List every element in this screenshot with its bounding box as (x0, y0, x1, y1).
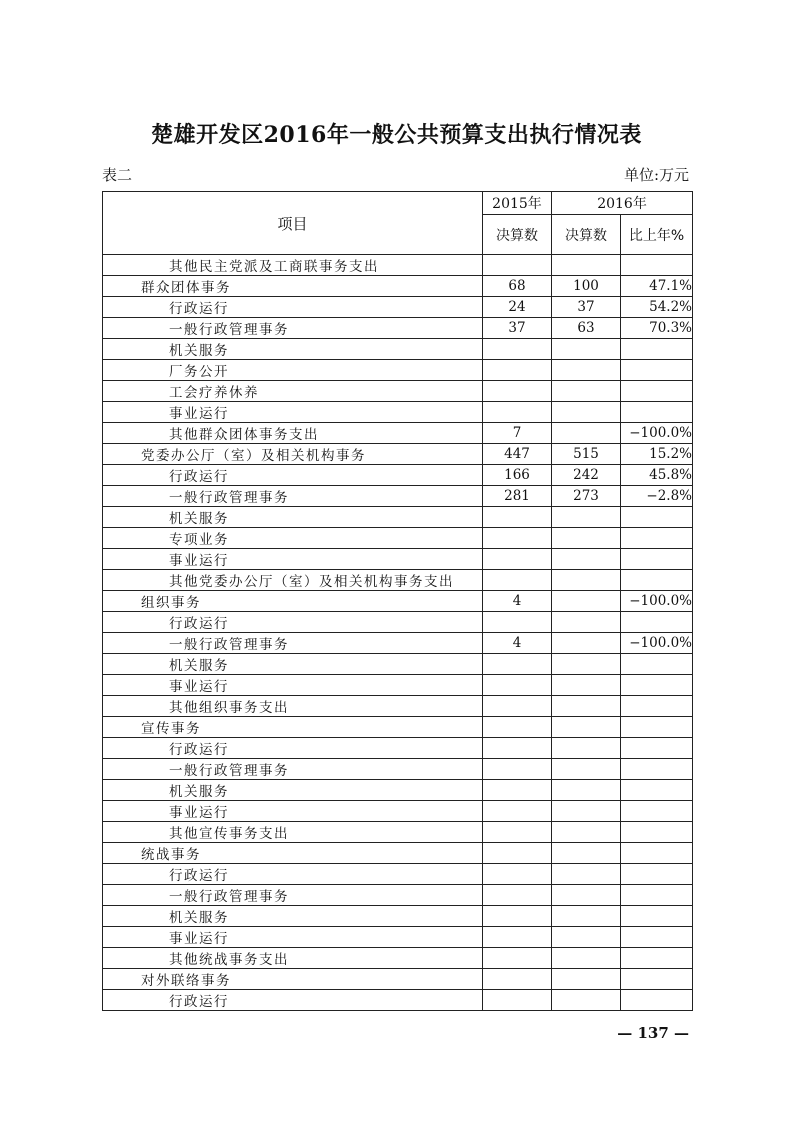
table-body (103, 255, 693, 1011)
header-vs-last-year: 比上年% (621, 215, 693, 255)
row-item-name: 其他组织事务支出 (103, 696, 483, 717)
row-value-2015 (483, 990, 552, 1011)
row-pct-change (621, 339, 693, 360)
row-pct-change (621, 717, 693, 738)
row-pct-change: 45.8% (621, 465, 693, 486)
row-pct-change: 15.2% (621, 444, 693, 465)
table-row (103, 591, 693, 612)
row-pct-change (621, 948, 693, 969)
row-value-2015 (483, 759, 552, 780)
row-pct-change (621, 696, 693, 717)
row-value-2015: 447 (483, 444, 552, 465)
row-value-2015 (483, 927, 552, 948)
row-value-2016 (552, 969, 621, 990)
row-value-2016 (552, 360, 621, 381)
row-value-2015 (483, 360, 552, 381)
row-value-2015 (483, 969, 552, 990)
row-value-2015: 7 (483, 423, 552, 444)
row-value-2016 (552, 822, 621, 843)
row-pct-change (621, 612, 693, 633)
row-value-2015 (483, 717, 552, 738)
row-pct-change (621, 507, 693, 528)
row-value-2015: 166 (483, 465, 552, 486)
row-value-2016 (552, 864, 621, 885)
row-pct-change (621, 843, 693, 864)
table-row (103, 864, 693, 885)
row-value-2015 (483, 339, 552, 360)
table-row (103, 444, 693, 465)
row-item-name: 其他民主党派及工商联事务支出 (103, 255, 483, 276)
row-pct-change (621, 759, 693, 780)
header-final-2016: 决算数 (552, 215, 621, 255)
row-value-2016 (552, 696, 621, 717)
row-value-2016 (552, 759, 621, 780)
row-item-name: 机关服务 (103, 906, 483, 927)
row-pct-change: 54.2% (621, 297, 693, 318)
row-value-2016 (552, 738, 621, 759)
table-row (103, 255, 693, 276)
row-value-2015: 68 (483, 276, 552, 297)
row-value-2015 (483, 654, 552, 675)
row-pct-change: −100.0% (621, 633, 693, 654)
row-item-name: 行政运行 (103, 612, 483, 633)
row-value-2016: 242 (552, 465, 621, 486)
row-item-name: 统战事务 (103, 843, 483, 864)
row-value-2016 (552, 339, 621, 360)
row-item-name: 机关服务 (103, 654, 483, 675)
row-value-2016 (552, 633, 621, 654)
expenditure-table (102, 191, 693, 1011)
row-value-2016 (552, 780, 621, 801)
row-value-2015: 4 (483, 591, 552, 612)
row-value-2016 (552, 528, 621, 549)
header-final-2015: 决算数 (483, 215, 552, 255)
row-item-name: 事业运行 (103, 549, 483, 570)
row-item-name: 一般行政管理事务 (103, 486, 483, 507)
row-value-2015 (483, 906, 552, 927)
table-row (103, 423, 693, 444)
row-value-2016 (552, 906, 621, 927)
row-pct-change (621, 654, 693, 675)
row-value-2015 (483, 738, 552, 759)
table-row (103, 780, 693, 801)
row-value-2016 (552, 549, 621, 570)
table-row (103, 822, 693, 843)
table-row (103, 738, 693, 759)
table-row (103, 402, 693, 423)
row-value-2015 (483, 402, 552, 423)
row-item-name: 一般行政管理事务 (103, 318, 483, 339)
table-row (103, 486, 693, 507)
row-pct-change (621, 780, 693, 801)
row-value-2015: 4 (483, 633, 552, 654)
row-item-name: 党委办公厅（室）及相关机构事务 (103, 444, 483, 465)
row-value-2015 (483, 801, 552, 822)
table-row (103, 990, 693, 1011)
table-row (103, 318, 693, 339)
row-value-2015 (483, 696, 552, 717)
row-item-name: 行政运行 (103, 990, 483, 1011)
row-item-name: 行政运行 (103, 864, 483, 885)
row-value-2015 (483, 822, 552, 843)
row-value-2016: 515 (552, 444, 621, 465)
row-item-name: 事业运行 (103, 801, 483, 822)
table-row (103, 570, 693, 591)
row-item-name: 宣传事务 (103, 717, 483, 738)
table-row (103, 906, 693, 927)
table-row (103, 549, 693, 570)
row-item-name: 行政运行 (103, 465, 483, 486)
row-item-name: 厂务公开 (103, 360, 483, 381)
row-item-name: 机关服务 (103, 780, 483, 801)
row-pct-change (621, 570, 693, 591)
row-item-name: 对外联络事务 (103, 969, 483, 990)
page-title: 楚雄开发区2016年一般公共预算支出执行情况表 (151, 122, 642, 148)
row-value-2015 (483, 381, 552, 402)
row-item-name: 行政运行 (103, 738, 483, 759)
row-pct-change (621, 927, 693, 948)
row-item-name: 其他宣传事务支出 (103, 822, 483, 843)
row-value-2016 (552, 885, 621, 906)
row-pct-change (621, 402, 693, 423)
row-pct-change (621, 528, 693, 549)
row-value-2015 (483, 885, 552, 906)
header-year-2016: 2016年 (552, 192, 693, 215)
row-item-name: 其他党委办公厅（室）及相关机构事务支出 (103, 570, 483, 591)
row-value-2016: 100 (552, 276, 621, 297)
row-pct-change (621, 381, 693, 402)
row-value-2016 (552, 927, 621, 948)
table-row (103, 633, 693, 654)
row-pct-change (621, 801, 693, 822)
table-row (103, 339, 693, 360)
table-row (103, 759, 693, 780)
row-pct-change: −100.0% (621, 423, 693, 444)
row-pct-change (621, 864, 693, 885)
row-pct-change (621, 822, 693, 843)
row-pct-change (621, 675, 693, 696)
table-row (103, 465, 693, 486)
row-value-2015 (483, 612, 552, 633)
page-number: — 137 — (617, 1024, 689, 1042)
row-value-2016 (552, 654, 621, 675)
header-year-2015: 2015年 (483, 192, 552, 215)
row-value-2016 (552, 423, 621, 444)
row-value-2015 (483, 864, 552, 885)
row-value-2016 (552, 990, 621, 1011)
table-row (103, 360, 693, 381)
row-value-2016: 63 (552, 318, 621, 339)
row-item-name: 其他统战事务支出 (103, 948, 483, 969)
table-row (103, 696, 693, 717)
row-value-2016 (552, 255, 621, 276)
unit-label: 单位:万元 (623, 166, 689, 184)
row-pct-change (621, 969, 693, 990)
row-value-2015 (483, 843, 552, 864)
row-pct-change (621, 885, 693, 906)
row-item-name: 事业运行 (103, 675, 483, 696)
row-value-2015 (483, 507, 552, 528)
row-value-2016 (552, 570, 621, 591)
row-value-2016 (552, 948, 621, 969)
table-row (103, 507, 693, 528)
row-value-2016 (552, 612, 621, 633)
row-pct-change (621, 906, 693, 927)
row-item-name: 事业运行 (103, 927, 483, 948)
row-pct-change (621, 360, 693, 381)
row-pct-change (621, 990, 693, 1011)
row-value-2015: 24 (483, 297, 552, 318)
row-item-name: 组织事务 (103, 591, 483, 612)
row-value-2015 (483, 948, 552, 969)
row-pct-change (621, 255, 693, 276)
row-value-2015: 281 (483, 486, 552, 507)
table-row (103, 276, 693, 297)
table-row (103, 612, 693, 633)
row-value-2016 (552, 843, 621, 864)
row-pct-change (621, 549, 693, 570)
row-value-2016: 273 (552, 486, 621, 507)
table-row (103, 654, 693, 675)
row-value-2015 (483, 675, 552, 696)
table-row (103, 948, 693, 969)
row-item-name: 一般行政管理事务 (103, 759, 483, 780)
table-row (103, 297, 693, 318)
row-value-2016 (552, 675, 621, 696)
row-item-name: 机关服务 (103, 339, 483, 360)
row-value-2015 (483, 780, 552, 801)
row-value-2015 (483, 528, 552, 549)
row-item-name: 工会疗养休养 (103, 381, 483, 402)
row-pct-change (621, 738, 693, 759)
table-row (103, 675, 693, 696)
table-row (103, 927, 693, 948)
table-row (103, 717, 693, 738)
row-item-name: 其他群众团体事务支出 (103, 423, 483, 444)
header-item: 项目 (103, 192, 483, 255)
table-label: 表二 (102, 166, 133, 184)
row-value-2016 (552, 402, 621, 423)
table-row (103, 801, 693, 822)
row-value-2016 (552, 717, 621, 738)
table-row (103, 969, 693, 990)
row-item-name: 一般行政管理事务 (103, 885, 483, 906)
row-item-name: 机关服务 (103, 507, 483, 528)
row-pct-change: 70.3% (621, 318, 693, 339)
row-value-2016: 37 (552, 297, 621, 318)
table-row (103, 843, 693, 864)
row-value-2015 (483, 549, 552, 570)
row-pct-change: 47.1% (621, 276, 693, 297)
table-row (103, 381, 693, 402)
row-item-name: 群众团体事务 (103, 276, 483, 297)
row-value-2016 (552, 801, 621, 822)
row-pct-change: −100.0% (621, 591, 693, 612)
row-item-name: 事业运行 (103, 402, 483, 423)
row-value-2015 (483, 255, 552, 276)
row-item-name: 一般行政管理事务 (103, 633, 483, 654)
row-pct-change: −2.8% (621, 486, 693, 507)
row-value-2016 (552, 591, 621, 612)
row-value-2016 (552, 507, 621, 528)
row-item-name: 专项业务 (103, 528, 483, 549)
row-value-2015: 37 (483, 318, 552, 339)
row-value-2016 (552, 381, 621, 402)
table-row (103, 528, 693, 549)
table-row (103, 885, 693, 906)
row-value-2015 (483, 570, 552, 591)
row-item-name: 行政运行 (103, 297, 483, 318)
